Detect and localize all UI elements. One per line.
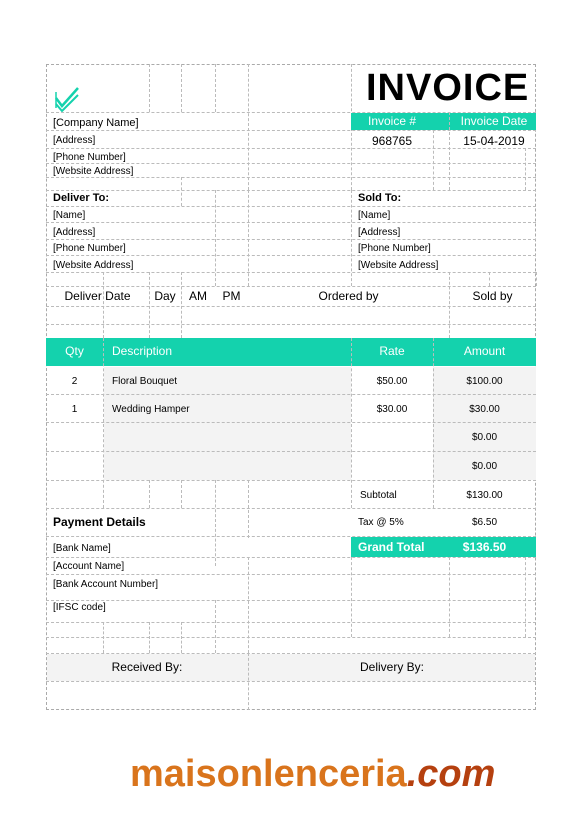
- item-qty: 1: [71, 404, 78, 415]
- qty-header: Qty: [65, 344, 84, 358]
- received-by-label: Received By:: [111, 660, 183, 674]
- deliver-to-phone: [Phone Number]: [53, 243, 126, 254]
- subtotal-value: $130.00: [466, 490, 503, 501]
- am-header: AM: [189, 289, 207, 303]
- sold-to-website: [Website Address]: [358, 260, 439, 271]
- tax-label: Tax @ 5%: [358, 517, 404, 528]
- item-description: Wedding Hamper: [112, 404, 190, 415]
- invoice-title: INVOICE: [366, 67, 530, 109]
- grand-total-value: $136.50: [462, 540, 507, 554]
- watermark-tld: .com: [406, 753, 496, 795]
- item-amount: $0.00: [471, 461, 498, 472]
- watermark-domain: maisonlenceria: [130, 753, 407, 795]
- watermark-text: [130, 752, 495, 796]
- invoice-number: 968765: [371, 134, 413, 148]
- invoice-date-label: Invoice Date: [460, 114, 528, 128]
- rate-header: Rate: [379, 344, 405, 358]
- payment-details-label: Payment Details: [53, 515, 146, 529]
- deliver-to-website: [Website Address]: [53, 260, 134, 271]
- item-rate: $30.00: [376, 404, 408, 415]
- bank-account-number: [Bank Account Number]: [53, 579, 159, 590]
- deliver-to-name: [Name]: [53, 210, 86, 221]
- deliver-to-address: [Address]: [53, 227, 96, 238]
- company-website: [Website Address]: [53, 166, 134, 177]
- company-name: [Company Name]: [53, 117, 139, 129]
- ifsc-code: [IFSC code]: [53, 602, 106, 613]
- sold-by-header: Sold by: [472, 289, 513, 303]
- invoice-number-label: Invoice #: [367, 114, 417, 128]
- day-header: Day: [154, 289, 176, 303]
- sold-to-phone: [Phone Number]: [358, 243, 431, 254]
- item-amount: $100.00: [466, 376, 503, 387]
- deliver-date-header: Deliver Date: [64, 289, 131, 303]
- sold-to-label: Sold To:: [358, 192, 402, 204]
- bank-name: [Bank Name]: [53, 543, 111, 554]
- sold-to-address: [Address]: [358, 227, 401, 238]
- item-qty: 2: [71, 376, 78, 387]
- company-logo-icon: [54, 84, 82, 112]
- item-amount: $0.00: [471, 432, 498, 443]
- description-header: Description: [112, 344, 173, 358]
- pm-header: PM: [222, 289, 241, 303]
- sold-to-name: [Name]: [358, 210, 391, 221]
- amount-header: Amount: [463, 344, 506, 358]
- deliver-to-label: Deliver To:: [53, 192, 110, 204]
- company-phone: [Phone Number]: [53, 152, 126, 163]
- item-description: Floral Bouquet: [112, 376, 178, 387]
- delivery-by-label: Delivery By:: [359, 660, 424, 674]
- tax-value: $6.50: [471, 517, 498, 528]
- item-amount: $30.00: [469, 404, 500, 415]
- invoice-date: 15-04-2019: [463, 134, 525, 148]
- ordered-by-header: Ordered by: [318, 289, 379, 303]
- grand-total-label: Grand Total: [358, 540, 425, 554]
- company-address: [Address]: [53, 135, 96, 146]
- item-rate: $50.00: [376, 376, 408, 387]
- account-name: [Account Name]: [53, 561, 125, 572]
- subtotal-label: Subtotal: [360, 490, 397, 501]
